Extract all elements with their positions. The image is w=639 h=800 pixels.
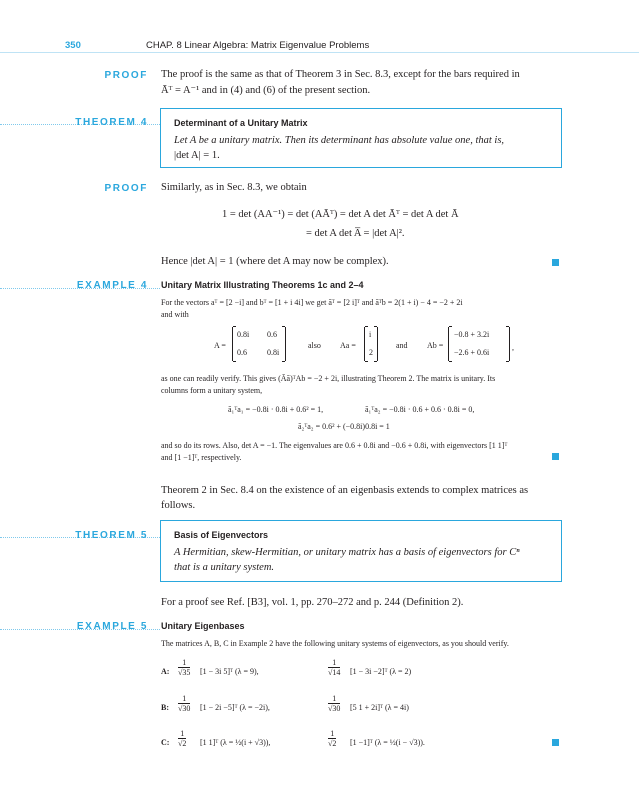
example4-line3: as one can readily verify. This gives (Āā)ᵀAb = −2 + 2i, illustrating Theorem 2. The matrix is unitary. Its bbox=[161, 374, 496, 383]
matrix-Ab bbox=[448, 327, 510, 361]
theorem4-line2: |det A| = 1. bbox=[174, 150, 220, 161]
proof2-hence: Hence |det A| = 1 (where det A may now be complex). bbox=[161, 256, 389, 267]
matrix-Aa bbox=[364, 327, 378, 361]
matrix-Ab-cell: −0.8 + 3.2i bbox=[454, 330, 490, 339]
matrix-Ab-label: Ab = bbox=[427, 341, 444, 350]
example4-label: EXAMPLE 4 bbox=[76, 280, 148, 291]
end-of-proof-square bbox=[552, 259, 559, 266]
proof-label-2: PROOF bbox=[104, 183, 148, 194]
example4-eq-b: ā₁ᵀa₂ = −0.8i · 0.6 + 0.6 · 0.8i = 0, bbox=[365, 405, 475, 414]
paragraph-line1: Theorem 2 in Sec. 8.4 on the existence of an eigenbasis extends to complex matrices as bbox=[161, 485, 529, 496]
matrix-Ab-comma: , bbox=[512, 343, 514, 352]
also-text: also bbox=[308, 341, 321, 350]
matrix-Aa-cell: i bbox=[369, 330, 372, 339]
matrix-A-cell: 0.6 bbox=[267, 330, 277, 339]
eigen-row-label: B: bbox=[161, 703, 169, 712]
example4-line5: and so do its rows. Also, det A = −1. The eigenvalues are 0.6 + 0.8i and −0.6 + 0.8i, with eigenvectors [1 1]ᵀ bbox=[161, 441, 508, 450]
example5-title: Unitary Eigenbases bbox=[161, 621, 245, 631]
eigen-row-label: C: bbox=[161, 738, 170, 747]
example5-intro: The matrices A, B, C in Example 2 have the following unitary systems of eigenvectors, as you should verify. bbox=[161, 639, 509, 648]
end-of-example5-square bbox=[552, 739, 559, 746]
eigen-row-vector: [1 1]ᵀ (λ = ½(i + √3)), bbox=[200, 738, 271, 747]
eigen-row-factor: $\frac{1}{√30}$ bbox=[178, 694, 191, 713]
matrix-Aa-cell: 2 bbox=[369, 348, 373, 357]
matrix-A-cell: 0.6 bbox=[237, 348, 247, 357]
theorem4-label: THEOREM 4 bbox=[75, 117, 148, 128]
theorem5-line2: that is a unitary system. bbox=[174, 562, 275, 573]
proof-reference: For a proof see Ref. [B3], vol. 1, pp. 270–272 and p. 244 (Definition 2). bbox=[161, 597, 464, 608]
theorem4-line1: Let A be a unitary matrix. Then its determinant has absolute value one, that is, bbox=[174, 135, 505, 146]
matrix-A bbox=[232, 327, 286, 361]
proof1-line2: Āᵀ = A⁻¹ and in (4) and (6) of the present section. bbox=[161, 85, 371, 96]
eigen-row-vector: [5 1 + 2i]ᵀ (λ = 4i) bbox=[350, 703, 409, 712]
example5-label: EXAMPLE 5 bbox=[76, 621, 148, 632]
example4-line1: For the vectors aᵀ = [2 −i] and bᵀ = [1 + i 4i] we get āᵀ = [2 i]ᵀ and āᵀb = 2(1 + i) − 4 = −2 + 2i bbox=[161, 298, 463, 307]
and-text: and bbox=[396, 341, 408, 350]
proof-label-1: PROOF bbox=[104, 70, 148, 81]
proof2-eq2: = det A det A̅ = |det A|². bbox=[306, 228, 405, 239]
proof2-eq1: 1 = det (AA⁻¹) = det (AĀᵀ) = det A det Āᵀ = det A det Ā bbox=[222, 209, 459, 220]
theorem5-line1: A Hermitian, skew-Hermitian, or unitary matrix has a basis of eigenvectors for Cⁿ bbox=[174, 547, 520, 558]
example4-eq-a: ā₁ᵀa₁ = −0.8i · 0.8i + 0.6² = 1, bbox=[228, 405, 324, 414]
theorem5-label: THEOREM 5 bbox=[75, 530, 148, 541]
theorem5-title: Basis of Eigenvectors bbox=[174, 530, 269, 540]
proof1-line1: The proof is the same as that of Theorem 3 in Sec. 8.3, except for the bars required in bbox=[161, 69, 520, 80]
paragraph-line2: follows. bbox=[161, 500, 196, 511]
eigen-row-factor: $\frac{1}{√35}$ bbox=[178, 658, 191, 677]
running-header: CHAP. 8 Linear Algebra: Matrix Eigenvalue Problems bbox=[146, 40, 370, 51]
example4-title: Unitary Matrix Illustrating Theorems 1c and 2–4 bbox=[161, 280, 364, 290]
eigen-row-vector: [1 − 3i 5]ᵀ (λ = 9), bbox=[200, 667, 259, 676]
eigen-row-factor: $\frac{1}{√30}$ bbox=[328, 694, 341, 713]
example4-line4: columns form a unitary system, bbox=[161, 386, 263, 395]
end-of-example-square bbox=[552, 453, 559, 460]
header-rule bbox=[0, 52, 639, 53]
eigen-row-vector: [1 − 2i −5]ᵀ (λ = −2i), bbox=[200, 703, 270, 712]
example4-eq-c: ā₂ᵀa₂ = 0.6² + (−0.8i)0.8i = 1 bbox=[298, 422, 390, 431]
matrix-Ab-cell: −2.6 + 0.6i bbox=[454, 348, 490, 357]
eigen-row-factor: $\frac{1}{√2}$ bbox=[178, 729, 187, 748]
example4-line6: and [1 −1]ᵀ, respectively. bbox=[161, 453, 242, 462]
eigen-row-factor: $\frac{1}{√2}$ bbox=[328, 729, 337, 748]
proof2-intro: Similarly, as in Sec. 8.3, we obtain bbox=[161, 182, 307, 193]
matrix-A-cell: 0.8i bbox=[267, 348, 280, 357]
theorem4-title: Determinant of a Unitary Matrix bbox=[174, 118, 308, 128]
matrix-A-label: A = bbox=[214, 341, 226, 350]
matrix-Aa-label: Aa = bbox=[340, 341, 356, 350]
page-number: 350 bbox=[65, 40, 81, 51]
eigen-row-vector: [1 − 3i −2]ᵀ (λ = 2) bbox=[350, 667, 412, 676]
matrix-A-cell: 0.8i bbox=[237, 330, 250, 339]
eigen-row-vector: [1 −1]ᵀ (λ = ½(i − √3)). bbox=[350, 738, 425, 747]
eigen-row-label: A: bbox=[161, 667, 170, 676]
eigen-row-factor: $\frac{1}{√14}$ bbox=[328, 658, 341, 677]
example4-line2: and with bbox=[161, 310, 189, 319]
